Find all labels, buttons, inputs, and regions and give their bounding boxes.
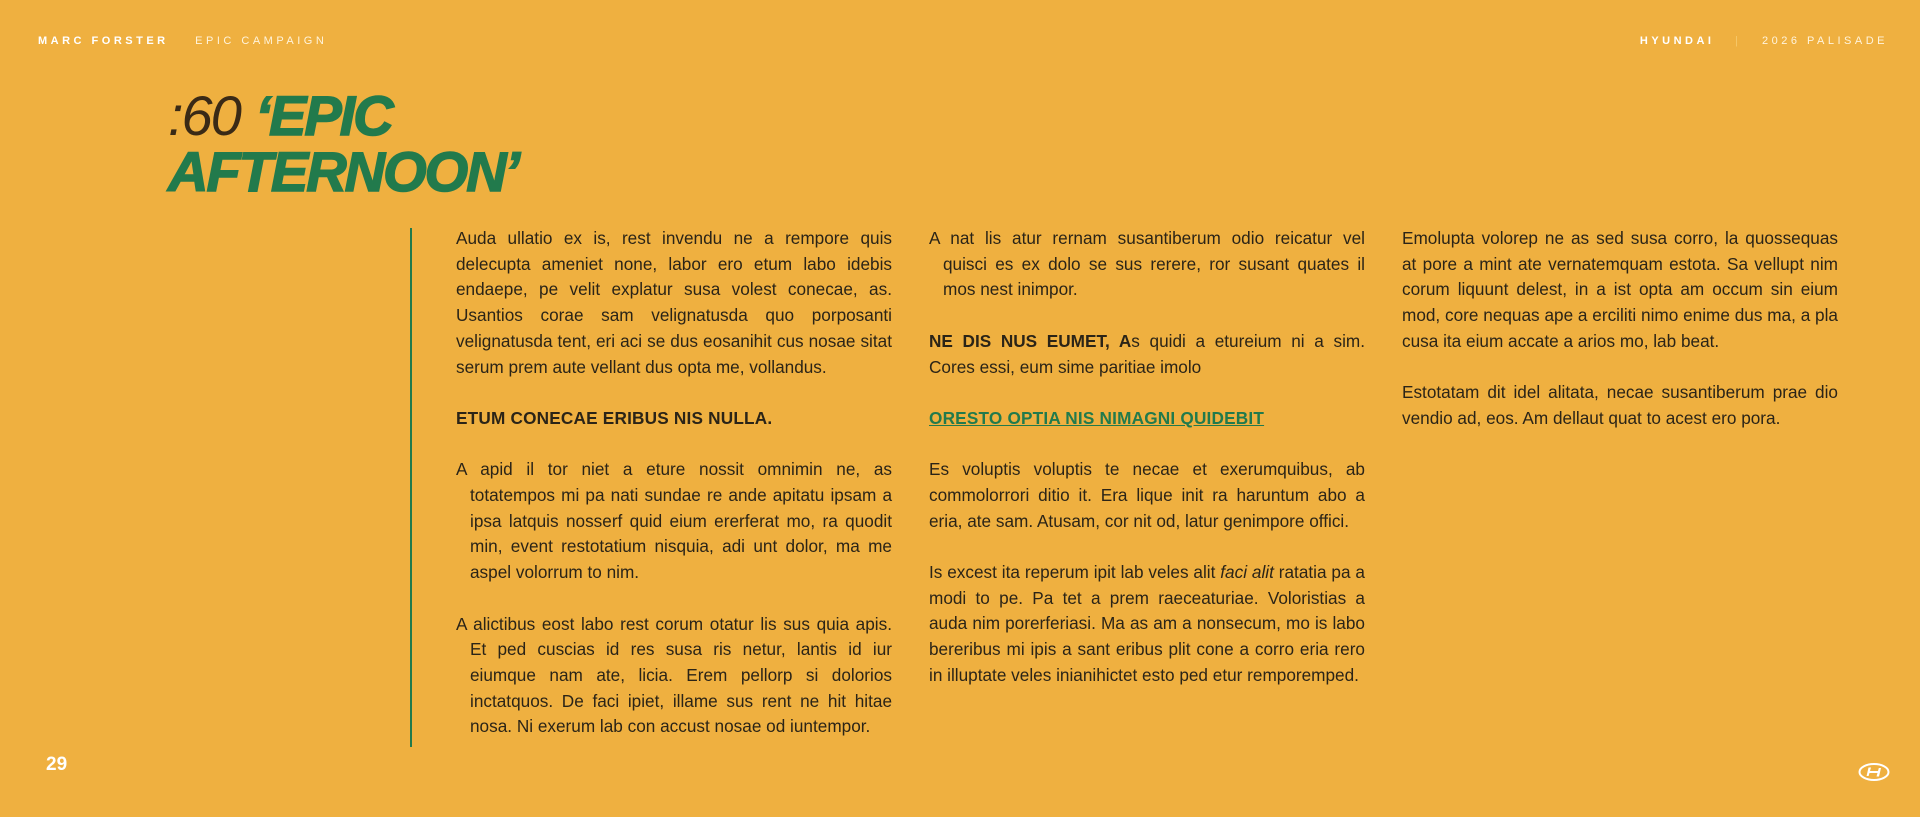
paragraph: Auda ullatio ex is, rest invendu ne a rempore quis delecupta ameniet none, labor ero etum labo idebis endaepe, pe velit explatur susa volest conecae, as. Usantios corae sam velignatusda quo porposanti velignatusda tent, eri aci se dus eosanihit cus nosae sitat serum prem aute vellant dus opta me, vollandus. [456,228,892,377]
author-name: MARC FORSTER [38,35,169,47]
hyundai-logo-icon [1858,762,1890,782]
vertical-divider [410,228,412,747]
paragraph-text: ratatia pa a modi to pe. Pa tet a prem raeceaturiae. Voloristias a auda nim porerferiasi. Ma as am a nonsecum, mo is labo bereribus mi ipis a sant eribus plit cone a corro eria rero in illuptate veles inianihictet esto ped etur remporemped. [929,562,1365,685]
text-column-1 [456,226,892,766]
paragraph: A apid il tor niet a eture nossit omnimin ne, as totatempos mi pa nati sundae re ande apitatu ipsam a ipsa latquis nosserf quid eium ererferat mo, ra quodit min, event restotatium nisquia, adi unt dolor, ma me aspel volorrum to nim. [456,459,892,583]
paragraph: A alictibus eost labo rest corum otatur lis sus quia apis. Et ped cuscias id res susa ris netur, lantis id iur eiumque nam ate, licia. Erem pellorp si dolorios inctatquos. De faci ipiet, illame sus rent ne hit hitae nosa. Ni exerum lab con accust nosae od iuntempor. [456,613,892,737]
paragraph: Emolupta volorep ne as sed susa corro, la quossequas at pore a mint ate vernatemquam estota. Sa vellupt nim corum liquunt delest, in a ist opta am occum sin eium mod, core nequas ape a erciliti nimo enime dus ma, a pla cusa ita eium accate a arios mo, lab beat. [1402,228,1838,351]
paragraph: Es voluptis voluptis te necae et exerumquibus, ab commolorrori ditio it. Era lique init ra haruntum abo a eria, ate sam. Atusam, cor nit od, latur genimpore offici. [929,459,1365,531]
text-column-2 [929,226,1365,714]
brand-name: HYUNDAI [1639,35,1715,47]
paragraph: A nat lis atur rernam susantiberum odio reicatur vel quisci es ex dolo se sus rerere, ror susant quates il mos nest inimpor. [929,228,1365,300]
paragraph-text: Is excest ita reperum ipit lab veles alit [929,562,1221,583]
run-in-heading: NE DIS NUS EUMET, A [929,330,1132,351]
emphasis-text: faci alit [1220,562,1274,583]
link-heading[interactable]: ORESTO OPTIA NIS NIMAGNI QUIDEBIT [929,407,1265,428]
header-separator: | [1735,35,1742,47]
page-title [168,84,519,203]
paragraph [929,560,1365,689]
page-number: 29 [46,754,68,775]
title-name-line2: AFTERNOON’ [168,140,519,203]
text-column-3 [1402,226,1838,457]
paragraph [929,329,1365,380]
title-name-line1: ‘EPIC [255,84,392,147]
paragraph-text: s quidi a etureium ni a sim. Cores essi, eum sime paritiae imolo [929,330,1366,377]
header-right [1640,35,1888,47]
title-duration: :60 [168,84,240,147]
section-heading: ETUM CONECAE ERIBUS NIS NULLA. [456,407,773,428]
header-left [38,35,327,47]
model-name: 2026 PALISADE [1761,35,1888,47]
campaign-name: EPIC CAMPAIGN [195,35,328,47]
paragraph: Estotatam dit idel alitata, necae susantiberum prae dio vendio ad, eos. Am dellaut quat to acest ero pora. [1402,382,1838,428]
